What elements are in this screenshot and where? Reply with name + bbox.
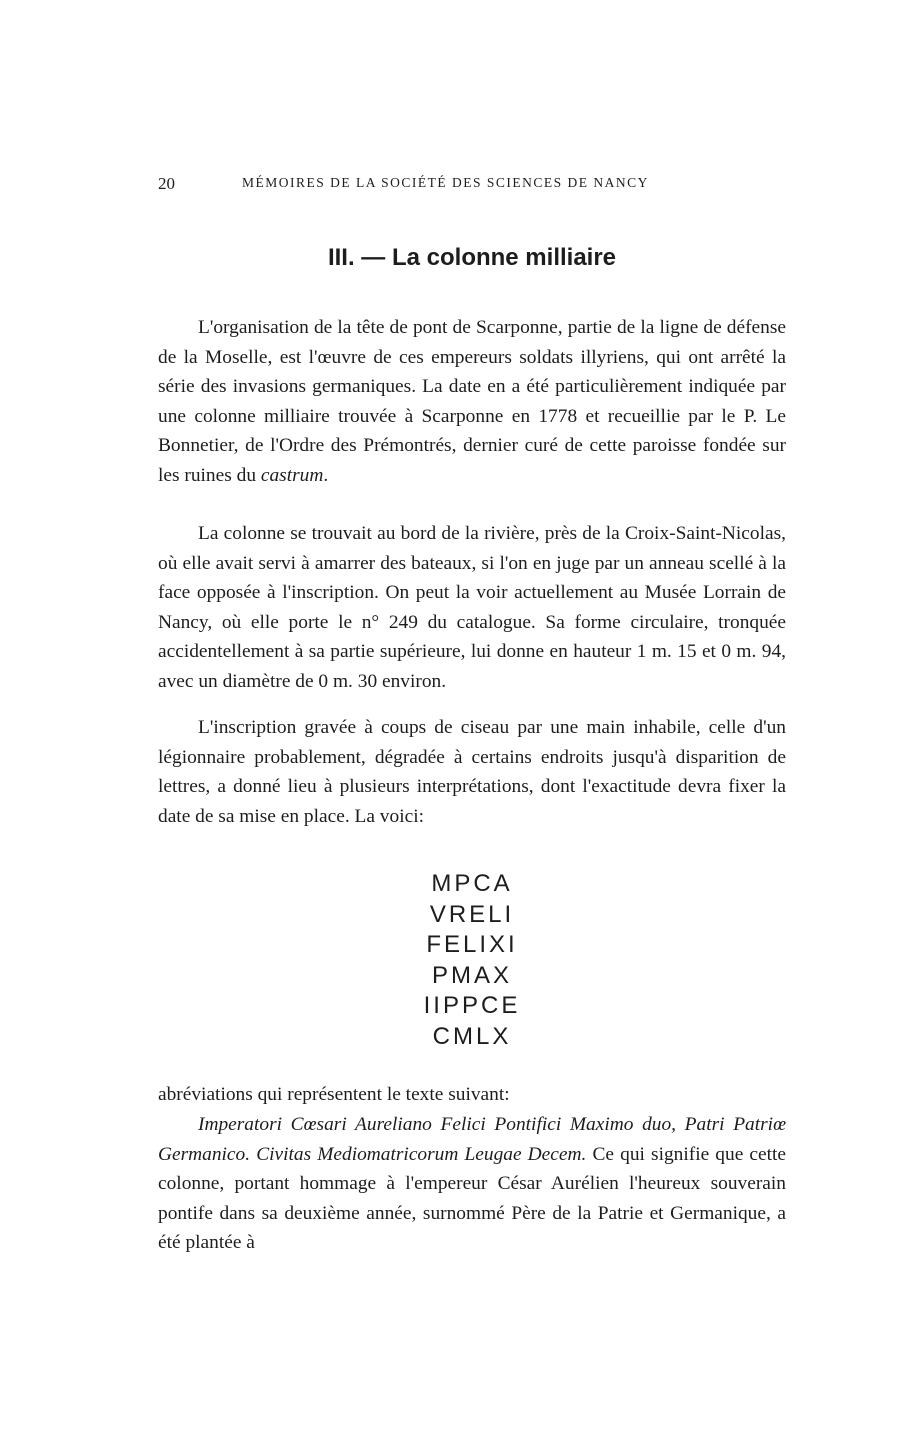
castrum-italic: castrum [260, 464, 324, 486]
paragraph-organisation [158, 313, 786, 491]
paragraph-5-text: Ce qui signifie que cette colonne, portant hommage à l'empereur César Aurélien l'heureux souverain pontife dans sa deuxième année, surnommé Père de la Patrie et Germanique, a été plantée à [158, 1143, 787, 1254]
paragraph-inscription [158, 713, 786, 831]
running-title: MÉMOIRES DE LA SOCIÉTÉ DES SCIENCES DE NANCY [242, 175, 649, 190]
inscription-block [158, 869, 786, 1052]
paragraph-3-text: L'inscription gravée à coups de ciseau par une main inhabile, celle d'un légionnaire probablement, dégradée à certains endroits jusqu'à disparition de lettres, a donné lieu à plusieurs interprétations, dont l'exactitude devra fixer la date de sa mise en place. La voici: [158, 717, 786, 827]
paragraph-abreviations [158, 1080, 786, 1110]
inscription-line: CMLX [432, 1022, 512, 1050]
paragraph-colonne [158, 519, 786, 697]
paragraph-1-end: . [323, 464, 329, 486]
paragraph-1-text: L'organisation de la tête de pont de Scarponne, partie de la ligne de défense de la Moselle, est l'œuvre de ces empereurs soldats illyriens, qui ont arrêté la série des invasions germaniques. La date en a été particulièrement indiquée par une colonne milliaire trouvée à Scarponne en 1778 et recueillie par le P. Le Bonnetier, de l'Ordre des Prémontrés, dernier curé de cette paroisse fondée sur les ruines du [158, 317, 786, 486]
inscription-line: VRELI [429, 900, 515, 928]
page-number: 20 [158, 174, 175, 193]
section-title: III. — La colonne milliaire [327, 244, 617, 271]
inscription-line: MPCA [431, 870, 513, 897]
paragraph-latin-translation [158, 1110, 786, 1258]
inscription-line: FELIXI [426, 931, 518, 958]
paragraph-2-text: La colonne se trouvait au bord de la rivière, près de la Croix-Saint-Nicolas, où elle avait servi à amarrer des bateaux, si l'on en juge par un anneau scellé à la face opposée à l'inscription. On peut la voir actuellement au Musée Lorrain de Nancy, où elle porte le n° 249 du catalogue. Sa forme circulaire, tronquée accidentellement à sa partie supérieure, lui donne en hauteur 1 m. 15 et 0 m. 94, avec un diamètre de 0 m. 30 environ. [158, 523, 786, 692]
inscription-line: IIPPCE [423, 992, 521, 1019]
inscription-line: PMAX [431, 961, 512, 989]
latin-expansion: Imperatori Cœsari Aureliano Felici Pontifici Maximo duo, Patri Patriœ Germanico. Civitas Mediomatricorum Leugae Decem. [158, 1114, 786, 1165]
paragraph-4-text: abréviations qui représentent le texte suivant: [158, 1084, 510, 1105]
